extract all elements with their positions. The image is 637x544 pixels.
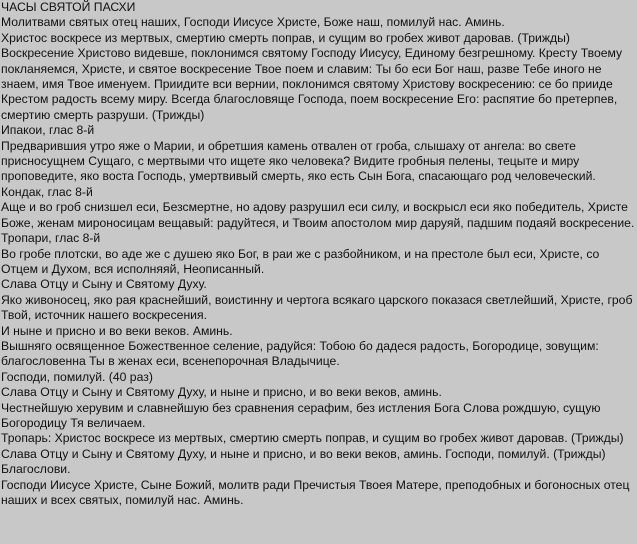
paragraph: Господи Иисусе Христе, Сыне Божий, молитв ради Пречистыя Твоея Матере, преподобных и богоносных отец наших и всех святых, помилуй нас. Аминь. bbox=[1, 477, 630, 507]
paragraph: Молитвами святых отец наших, Господи Иисусе Христе, Боже наш, помилуй нас. Аминь. bbox=[1, 15, 505, 30]
paragraph: Аще и во гроб снизшел еси, Безсмертне, но адову разрушил еси силу, и воскрысл еси яко победитель, Христе Боже, женам мироносицам вещавый: радуйтеся, и Твоим апостолом мир даруяй, падшим подаяй воскресение. bbox=[1, 200, 635, 230]
paragraph: Во гробе плотски, во аде же с душею яко Бог, в раи же с разбойником, и на престоле был еси, Христе, со Отцем и Духом, вся исполняяй, Неописанный. bbox=[1, 246, 600, 276]
paragraph: Слава Отцу и Сыну и Святому Духу, и ныне и присно, и во веки веков, аминь. bbox=[1, 385, 442, 400]
document-title: ЧАСЫ СВЯТОЙ ПАСХИ bbox=[1, 0, 136, 14]
paragraph: Предварившия утро яже о Марии, и обретшия камень отвален от гроба, слышаху от ангела: во свете присносущнем Сущаго, с мертвыми что ищете яко человека? Видите гробныя пелены, тецыте и миру проповедите, яко воста Господь, умертвивый смерть, яко есть Сын Бога, спасающаго род человеческий. bbox=[1, 138, 596, 184]
paragraph: Тропарь: Христос воскресе из мертвых, смертию смерть поправ, и сущим во гробех живот даровав. (Трижды) bbox=[1, 431, 624, 446]
paragraph: Воскресение Христово видевше, поклонимся святому Господу Иисусу, Единому безгрешному. Кресту Твоему покланяемся, Христе, и святое воскресение Твое поем и славим: Ты бо еси Бог наш, разве Тебе иного не знаем, имя Твое именуем. Приидите вси вернии, поклонимся святому Христову воскресению: се бо прииде Крестом радость всему миру. Всегда благословяще Господа, поем воскресение Его: распятие бо претерпев, смертию смерть разруши. (Трижды) bbox=[1, 46, 623, 122]
paragraph: Слава Отцу и Сыну и Святому Духу, и ныне и присно, и во веки веков, аминь. Господи, помилуй. (Трижды) Благослови. bbox=[1, 446, 606, 477]
paragraph: Яко живоносец, яко рая краснейший, воистинну и чертога всякаго царского показася светлейший, Христе, гроб Твой, источник нашего воскресения. bbox=[1, 292, 633, 323]
paragraph: И ныне и присно и во веки веков. Аминь. bbox=[1, 323, 233, 338]
paragraph: Господи, помилуй. (40 раз) bbox=[1, 369, 153, 384]
paragraph: Честнейшую херувим и славнейшую без сравнения серафим, без истления Бога Слова рождшую, сущую Богородицу Тя величаем. bbox=[1, 400, 601, 430]
paragraph: Слава Отцу и Сыну и Святому Духу. bbox=[1, 277, 207, 292]
section-heading: Ипакои, глас 8-й bbox=[1, 123, 95, 138]
paragraph: Христос воскресе из мертвых, смертию смерть поправ, и сущим во гробех живот даровав. (Трижды) bbox=[1, 30, 570, 45]
paragraph: Вышняго освященное Божественное селение, радуйся: Тобою бо дадеся радость, Богородице, зовущим: благословенна Ты в женах еси, всенепорочная Владычице. bbox=[1, 338, 599, 369]
section-heading: Тропари, глас 8-й bbox=[1, 231, 101, 246]
section-heading: Кондак, глас 8-й bbox=[1, 184, 93, 199]
